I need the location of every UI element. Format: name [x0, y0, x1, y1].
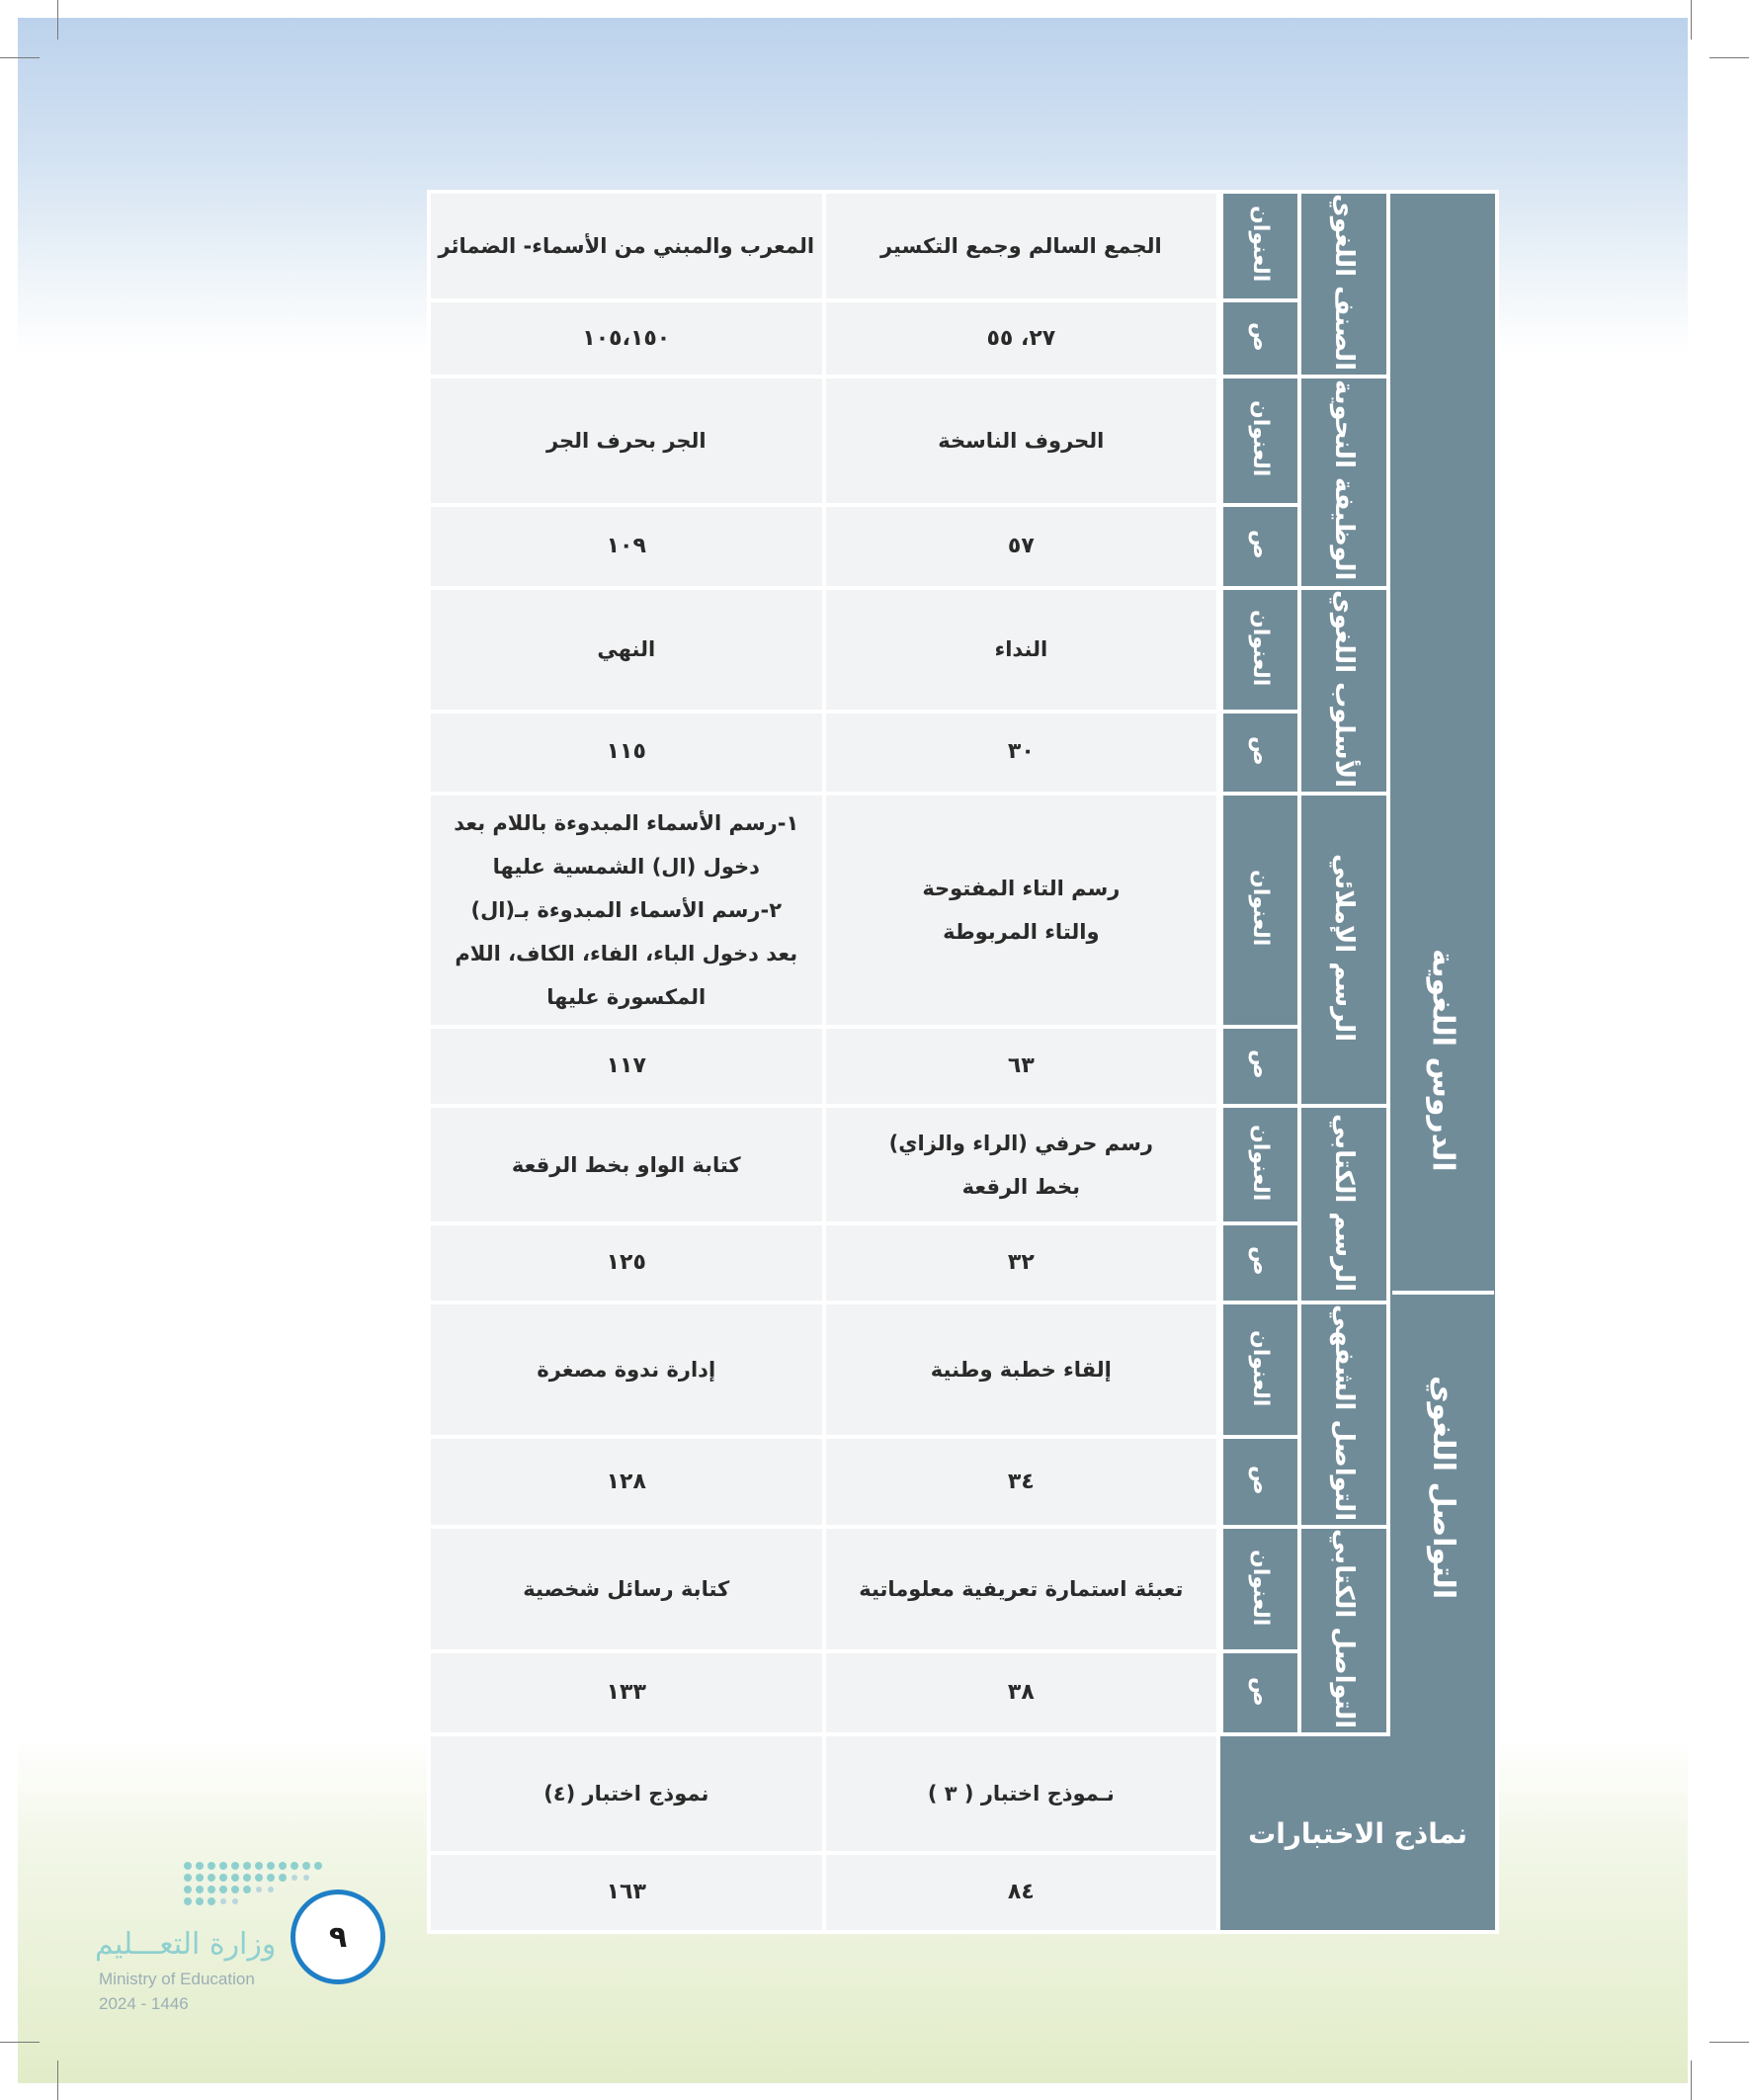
page-number: ٩: [291, 1890, 385, 1984]
title-label: العنوان: [1220, 1108, 1297, 1221]
table-row: [431, 378, 1495, 503]
category-communication: التواصل اللغوي: [1392, 1291, 1494, 1680]
table-row: [431, 590, 1495, 710]
page-cell: ٥٧: [826, 507, 1217, 586]
title-cell: نـموذج اختبار ( ٣ ): [826, 1736, 1217, 1851]
title-cell: رسم التاء المفتوحة والتاء المربوطة: [826, 796, 1217, 1025]
title-label: العنوان: [1220, 796, 1297, 1025]
title-label: العنوان: [1220, 590, 1297, 710]
crop-mark: [1709, 2042, 1749, 2043]
crop-mark: [0, 2042, 40, 2043]
title-label: العنوان: [1220, 1529, 1297, 1649]
page-label: ص: [1220, 714, 1297, 792]
title-label: العنوان: [1220, 194, 1297, 298]
title-cell: رسم حرفي (الراء والزاي) بخط الرقعة: [826, 1108, 1217, 1221]
section-label: الوظيفة النحوية: [1301, 378, 1385, 586]
crop-mark: [1691, 0, 1692, 40]
table-row: [431, 1529, 1495, 1649]
page-label: ص: [1220, 1653, 1297, 1732]
title-cell: النداء: [826, 590, 1217, 710]
section-label: التواصل الكتابي: [1301, 1529, 1385, 1732]
title-cell: ١-رسم الأسماء المبدوءة باللام بعد دخول (ال) الشمسية عليها ٢-رسم الأسماء المبدوءة بـ(ال) بعد دخول الباء، الفاء، الكاف، اللام المكسورة عليها: [431, 796, 822, 1025]
title-cell: الجر بحرف الجر: [431, 378, 822, 503]
table-row: [431, 1304, 1495, 1435]
category-tests: نماذج الاختبارات: [1220, 1736, 1495, 1930]
page-label: ص: [1220, 1225, 1297, 1301]
page-cell: ١١٥: [431, 714, 822, 792]
title-cell: تعبئة استمارة تعريفية معلوماتية: [826, 1529, 1217, 1649]
page-cell: ٨٤: [826, 1855, 1217, 1930]
crop-mark: [1709, 57, 1749, 58]
title-cell: كتابة الواو بخط الرقعة: [431, 1108, 822, 1221]
page-label: ص: [1220, 1439, 1297, 1525]
section-label: الرسم الكتابي: [1301, 1108, 1385, 1301]
page-cell: ١٢٨: [431, 1439, 822, 1525]
title-cell: الحروف الناسخة: [826, 378, 1217, 503]
page-label: ص: [1220, 507, 1297, 586]
title-cell: نموذج اختبار (٤): [431, 1736, 822, 1851]
crop-mark: [57, 0, 58, 40]
page-cell: ١٢٥: [431, 1225, 822, 1301]
curriculum-table: [427, 190, 1499, 1934]
title-cell: النهي: [431, 590, 822, 710]
page-cell: ١٣٣: [431, 1653, 822, 1732]
title-label: العنوان: [1220, 1304, 1297, 1435]
crop-mark: [1691, 2060, 1692, 2100]
crop-mark: [57, 2060, 58, 2100]
section-label: الرسم الإملائي: [1301, 796, 1385, 1104]
page-cell: ٦٣: [826, 1029, 1217, 1104]
title-cell: إدارة ندوة مصغرة: [431, 1304, 822, 1435]
table-row: [431, 796, 1495, 1025]
ministry-name-ar: وزارة التعـــليم: [95, 1927, 277, 1962]
page-cell: ١١٧: [431, 1029, 822, 1104]
section-label: التواصل الشفهي: [1301, 1304, 1385, 1525]
title-cell: المعرب والمبني من الأسماء- الضمائر: [431, 194, 822, 298]
section-label: الأسلوب اللغوي: [1301, 590, 1385, 792]
page-cell: ١٠٩: [431, 507, 822, 586]
page-label: ص: [1220, 302, 1297, 375]
page-cell: ١٦٣: [431, 1855, 822, 1930]
ministry-name-en: Ministry of Education: [99, 1970, 255, 1988]
page-cell: ٣٨: [826, 1653, 1217, 1732]
title-cell: الجمع السالم وجمع التكسير: [826, 194, 1217, 298]
section-label: الصنف اللغوي: [1301, 194, 1385, 375]
edition-year: 2024 - 1446: [99, 1994, 189, 2013]
page-cell: ٣٢: [826, 1225, 1217, 1301]
page-cell: ٣٠: [826, 714, 1217, 792]
page-label: ص: [1220, 1029, 1297, 1104]
page-cell: ٣٤: [826, 1439, 1217, 1525]
title-cell: إلقاء خطبة وطنية: [826, 1304, 1217, 1435]
table-row: [431, 1736, 1495, 1851]
crop-mark: [0, 57, 40, 58]
page-cell: ٢٧، ٥٥: [826, 302, 1217, 375]
title-cell: كتابة رسائل شخصية: [431, 1529, 822, 1649]
category-language-lessons: الدروس اللغوية: [1390, 194, 1495, 1930]
title-label: العنوان: [1220, 378, 1297, 503]
table-row: [431, 194, 1495, 298]
page-cell: ١٠٥،١٥٠: [431, 302, 822, 375]
table-row: [431, 1108, 1495, 1221]
